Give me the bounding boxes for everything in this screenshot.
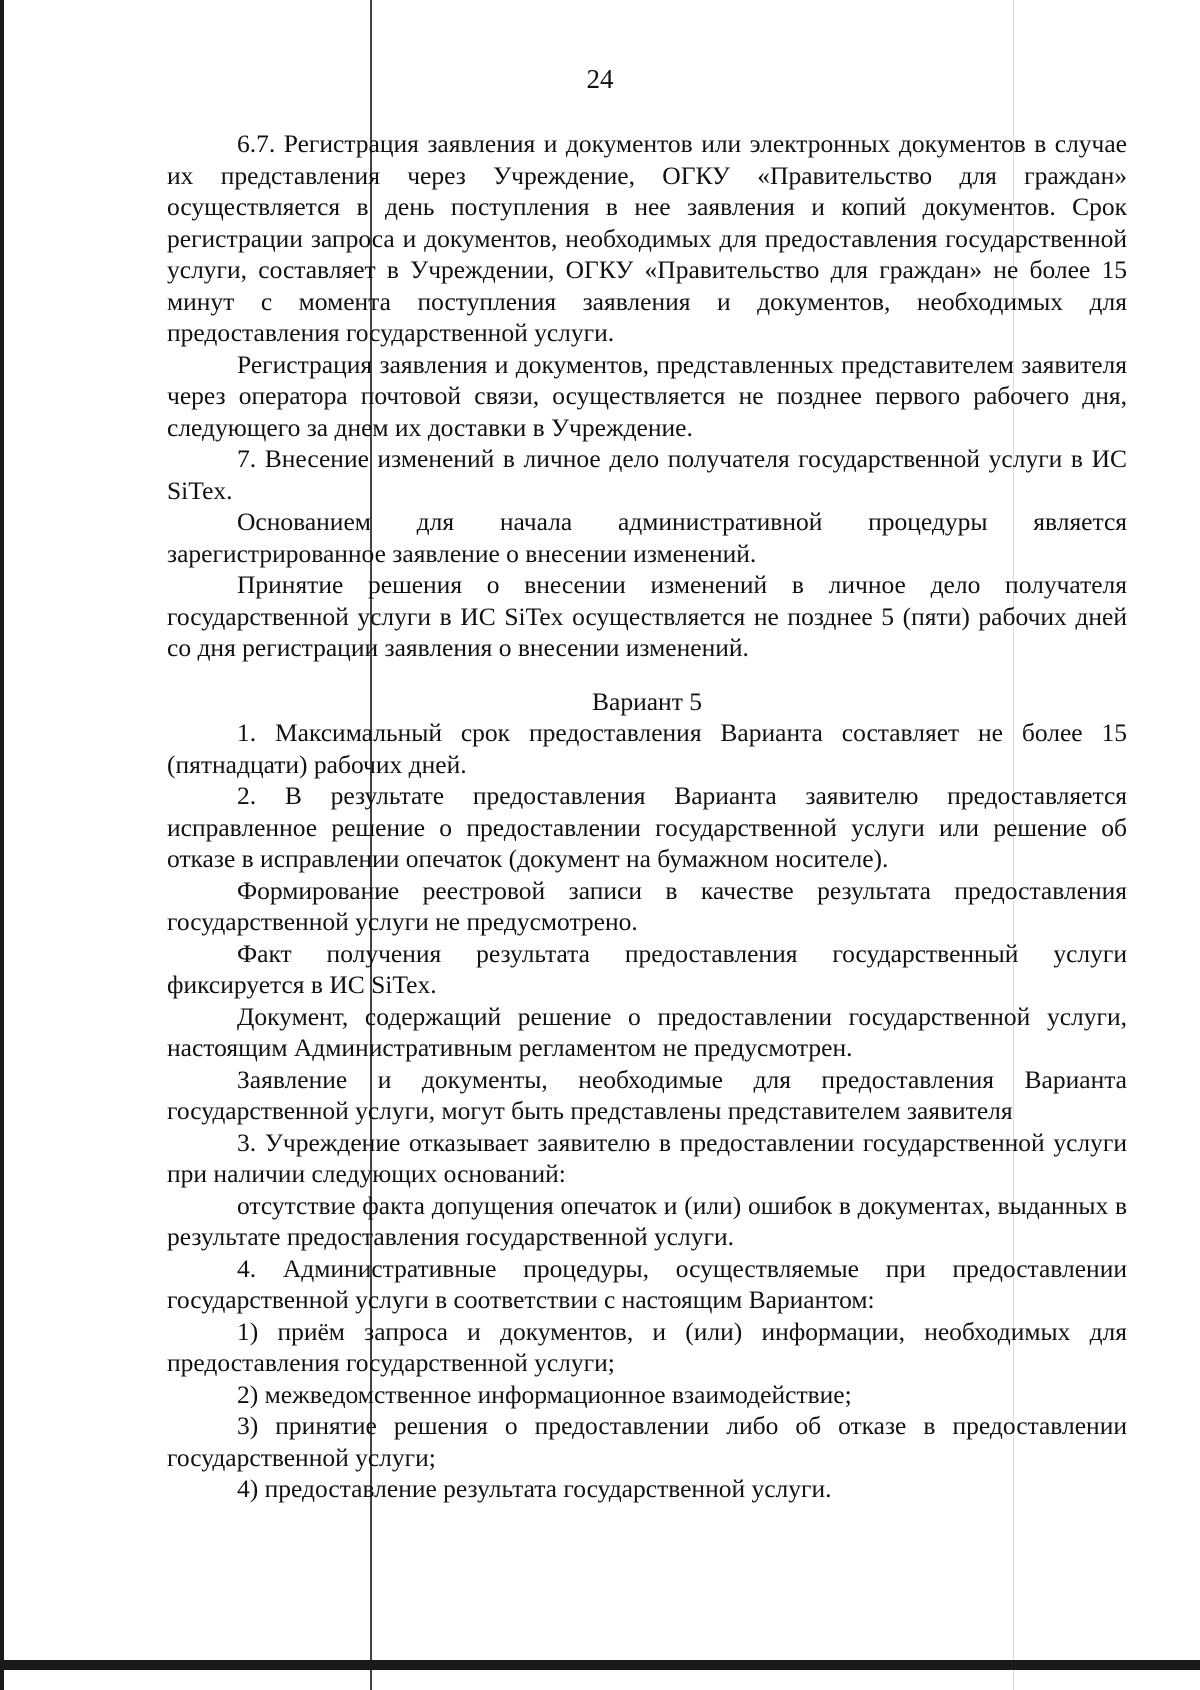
document-body — [167, 128, 1127, 1505]
section-heading: Вариант 5 — [592, 686, 702, 716]
paragraph: Факт получения результата предоставления государственный услуги фиксируется в ИС SiTex. — [167, 938, 1127, 999]
paragraph: Заявление и документы, необходимые для предоставления Варианта государственной услуги, могут быть представлены представителем заявителя — [167, 1064, 1127, 1125]
paragraph: 3. Учреждение отказывает заявителю в предоставлении государственной услуги при наличии следующих оснований: — [167, 1127, 1127, 1188]
paragraph: 7. Внесение изменений в личное дело получателя государственной услуги в ИС SiTex. — [167, 444, 1127, 505]
scan-edge-bottom — [0, 1660, 1200, 1670]
list-item: 2) межведомственное информационное взаимодействие; — [237, 1379, 852, 1409]
paragraph: 6.7. Регистрация заявления и документов или электронных документов в случае их представления через Учреждение, ОГКУ «Правительство для граждан» осуществляется в день поступления в нее заявления и копий документов. Срок регистрации запроса и документов, необходимых для предоставления государственной услуги, составляет в Учреждении, ОГКУ «Правительство для граждан» не более 15 минут с момента поступления заявления и документов, необходимых для предоставления государственной услуги. — [167, 129, 1127, 347]
list-item: 4) предоставление результата государственной услуги. — [237, 1474, 832, 1503]
list-item: 1) приём запроса и документов, и (или) информации, необходимых для предоставления государственной услуги; — [167, 1316, 1127, 1377]
list-item: 3) принятие решения о предоставлении либо об отказе в предоставлении государственной услуги; — [167, 1411, 1127, 1472]
paragraph: Формирование реестровой записи в качестве результата предоставления государственной услуги не предусмотрено. — [167, 875, 1127, 936]
scan-edge-left — [0, 0, 4, 1690]
paragraph: Основанием для начала административной процедуры является зарегистрированное заявление о внесении изменений. — [167, 507, 1127, 568]
paragraph: отсутствие факта допущения опечаток и (или) ошибок в документах, выданных в результате предоставления государственной услуги. — [167, 1190, 1127, 1251]
paragraph: 1. Максимальный срок предоставления Варианта составляет не более 15 (пятнадцати) рабочих дней. — [167, 718, 1127, 779]
page-number: 24 — [586, 64, 614, 94]
paragraph: 4. Административные процедуры, осуществляемые при предоставлении государственной услуги в соответствии с настоящим Вариантом: — [167, 1253, 1127, 1314]
paragraph: Документ, содержащий решение о предоставлении государственной услуги, настоящим Административным регламентом не предусмотрен. — [167, 1001, 1127, 1062]
paragraph: Регистрация заявления и документов, представленных представителем заявителя через оператора почтовой связи, осуществляется не позднее первого рабочего дня, следующего за днем их доставки в Учреждение. — [167, 349, 1127, 442]
paragraph: 2. В результате предоставления Варианта заявителю предоставляется исправленное решение о предоставлении государственной услуги или решение об отказе в исправлении опечаток (документ на бумажном носителе). — [167, 781, 1127, 873]
paragraph: Принятие решения о внесении изменений в личное дело получателя государственной услуги в ИС SiTex осуществляется не позднее 5 (пяти) рабочих дней со дня регистрации заявления о внесении изменений. — [167, 570, 1127, 662]
